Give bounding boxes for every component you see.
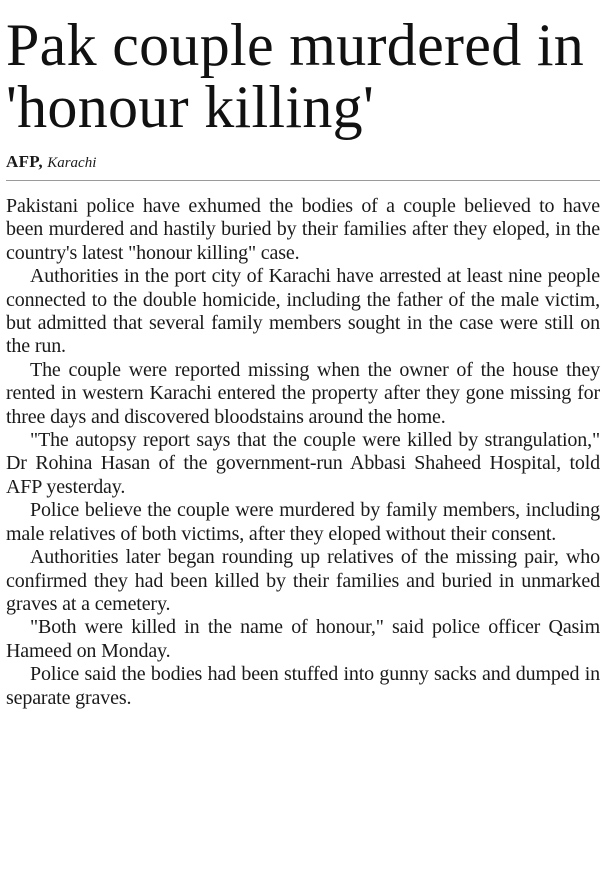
paragraph: The couple were reported missing when the owner of the house they rented in western Karachi entered the property after they gone missing for three days and discovered bloodstains around the home. [6, 358, 600, 428]
paragraph: "The autopsy report says that the couple were killed by strangulation," Dr Rohina Hasan of the government-run Abbasi Shaheed Hospital, told AFP yesterday. [6, 429, 600, 498]
news-article [6, 0, 600, 710]
paragraph: Authorities in the port city of Karachi have arrested at least nine people connected to the double homicide, including the father of the male victim, but admitted that several family members sought in the case were still on the run. [6, 265, 600, 358]
article-body [6, 195, 600, 710]
byline-location: Karachi [47, 155, 97, 171]
paragraph: "Both were killed in the name of honour," said police officer Qasim Hameed on Monday. [6, 616, 600, 662]
paragraph: Police believe the couple were murdered by family members, including male relatives of both victims, after they eloped without their consent. [6, 499, 600, 545]
headline: Pak couple murdered in 'honour killing' [6, 12, 585, 140]
byline-agency: AFP, [6, 152, 43, 171]
paragraph: Authorities later began rounding up relatives of the missing pair, who confirmed they had been killed by their families and buried in unmarked graves at a cemetery. [6, 546, 600, 615]
paragraph: Police said the bodies had been stuffed into gunny sacks and dumped in separate graves. [6, 663, 600, 709]
byline [6, 152, 600, 181]
paragraph: Pakistani police have exhumed the bodies of a couple believed to have been murdered and hastily buried by their families after they eloped, in the country's latest "honour killing" case. [6, 195, 600, 264]
